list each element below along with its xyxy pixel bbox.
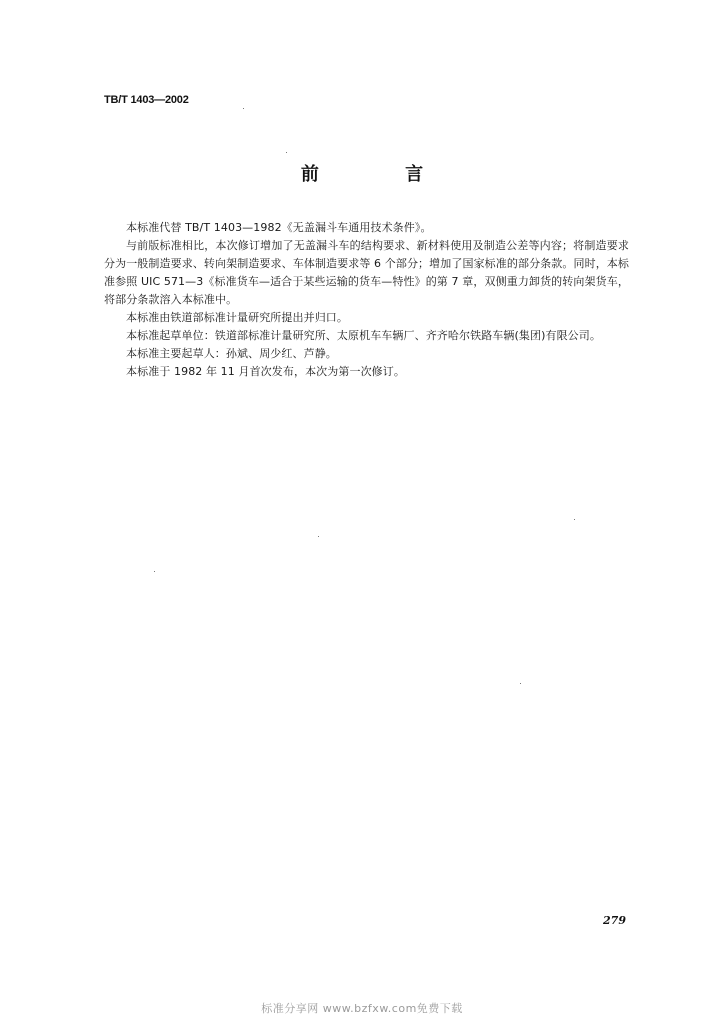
paragraph-changes: 与前版标准相比，本次修订增加了无盖漏斗车的结构要求、新材料使用及制造公差等内容；将制造要求分为一般制造要求、转向架制造要求、车体制造要求等 6 个部分；增加了国家标准的部分条款。同时，本标准参照 UIC 571—3《标准货车—适合于某些运输的货车—特性》的第 7 章，双侧重力卸货的转向架货车，将部分条款溶入本标准中。 bbox=[104, 239, 629, 306]
scan-speck bbox=[154, 571, 155, 572]
paragraph-proposer: 本标准由铁道部标准计量研究所提出并归口。 bbox=[126, 311, 348, 324]
scan-speck bbox=[286, 152, 287, 153]
scan-speck bbox=[574, 519, 575, 520]
paragraph-replaces: 本标准代替 TB/T 1403—1982《无盖漏斗车通用技术条件》。 bbox=[126, 221, 432, 234]
footer-watermark[interactable]: 标准分享网 www.bzfxw.com免费下载 bbox=[261, 1002, 463, 1015]
paragraph-history: 本标准于 1982 年 11 月首次发布，本次为第一次修订。 bbox=[126, 365, 405, 378]
paragraph-drafters: 本标准主要起草人：孙斌、周少红、芦静。 bbox=[126, 347, 337, 360]
scan-speck bbox=[243, 108, 244, 109]
body-text bbox=[104, 219, 629, 381]
document-code: TB/T 1403—2002 bbox=[104, 94, 189, 106]
scan-speck bbox=[318, 536, 319, 537]
scan-speck bbox=[520, 683, 521, 684]
paragraph-drafting-units: 本标准起草单位：铁道部标准计量研究所、太原机车车辆厂、齐齐哈尔铁路车辆(集团)有限公司。 bbox=[126, 329, 601, 342]
page-number: 279 bbox=[603, 914, 626, 927]
page-title: 前 言 bbox=[300, 164, 464, 185]
